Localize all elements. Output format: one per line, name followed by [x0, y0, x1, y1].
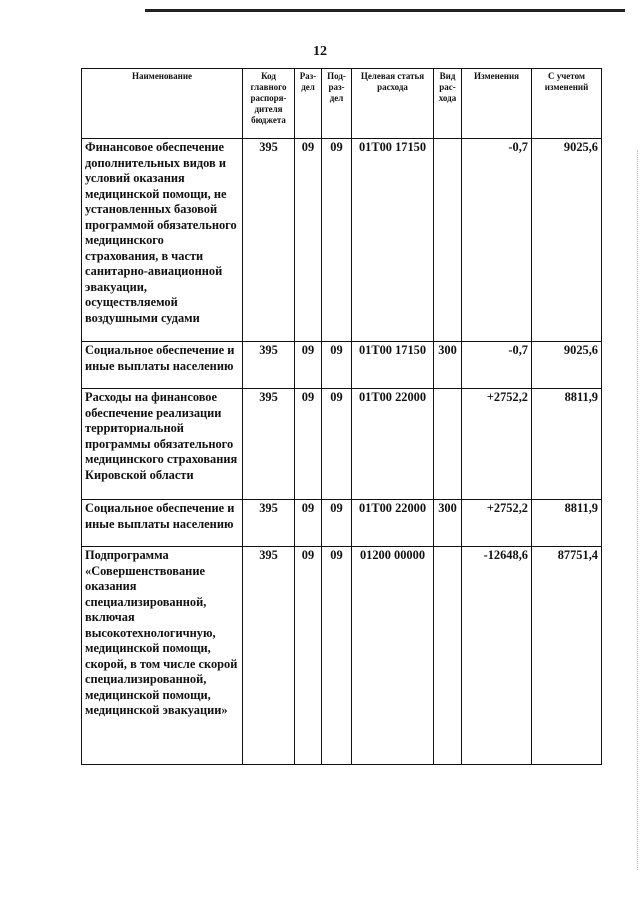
- table-header-row: [82, 69, 602, 139]
- row-target: 01Т00 22000: [352, 389, 434, 500]
- table-row: [82, 342, 602, 389]
- row-name: Финансовое обеспечение дополнительных видов и условий оказания медицинской помощи, не установленных базовой программой обязательного медицинского страхования, в части санитарно-авиационной эвакуации, осуществляемой воздушными судами: [82, 139, 243, 342]
- row-section: 09: [295, 342, 322, 389]
- table-row: [82, 389, 602, 500]
- header-subsection: Под-раз-дел: [322, 69, 352, 139]
- row-subsection: 09: [322, 342, 352, 389]
- row-change: -0,7: [462, 342, 532, 389]
- header-total: С учетом изменений: [532, 69, 602, 139]
- row-total: 8811,9: [532, 389, 602, 500]
- header-kind: Вид рас-хода: [434, 69, 462, 139]
- row-section: 09: [295, 547, 322, 765]
- header-target: Целевая статья расхода: [352, 69, 434, 139]
- header-name: Наименование: [82, 69, 243, 139]
- row-code: 395: [243, 389, 295, 500]
- row-target: 01Т00 17150: [352, 139, 434, 342]
- row-change: +2752,2: [462, 389, 532, 500]
- row-target: 01Т00 22000: [352, 500, 434, 547]
- row-name: Подпрограмма «Совершенствование оказания специализированной, включая высокотехнологичную, медицинской помощи, скорой, в том числе скорой специализированной, медицинской помощи, медицинской эвакуации»: [82, 547, 243, 765]
- row-code: 395: [243, 139, 295, 342]
- row-total: 9025,6: [532, 139, 602, 342]
- row-subsection: 09: [322, 500, 352, 547]
- row-target: 01Т00 17150: [352, 342, 434, 389]
- row-name: Социальное обеспечение и иные выплаты населению: [82, 500, 243, 547]
- row-kind: 300: [434, 342, 462, 389]
- row-name: Социальное обеспечение и иные выплаты населению: [82, 342, 243, 389]
- page-number: 12: [313, 44, 327, 59]
- row-code: 395: [243, 500, 295, 547]
- table-row: [82, 547, 602, 765]
- row-kind: [434, 389, 462, 500]
- row-total: 87751,4: [532, 547, 602, 765]
- row-name: Расходы на финансовое обеспечение реализации территориальной программы обязательного медицинского страхования Кировской области: [82, 389, 243, 500]
- row-subsection: 09: [322, 139, 352, 342]
- row-target: 01200 00000: [352, 547, 434, 765]
- scan-margin-marks: [633, 150, 638, 870]
- table-row: [82, 139, 602, 342]
- table-row: [82, 500, 602, 547]
- row-kind: [434, 547, 462, 765]
- row-section: 09: [295, 139, 322, 342]
- row-total: 9025,6: [532, 342, 602, 389]
- header-code: Код главного распоря-дителя бюджета: [243, 69, 295, 139]
- row-change: -0,7: [462, 139, 532, 342]
- top-rule: [145, 9, 625, 12]
- row-subsection: 09: [322, 389, 352, 500]
- row-kind: [434, 139, 462, 342]
- row-code: 395: [243, 547, 295, 765]
- header-change: Изменения: [462, 69, 532, 139]
- row-section: 09: [295, 500, 322, 547]
- budget-table: [81, 68, 602, 765]
- row-section: 09: [295, 389, 322, 500]
- row-change: -12648,6: [462, 547, 532, 765]
- row-total: 8811,9: [532, 500, 602, 547]
- row-change: +2752,2: [462, 500, 532, 547]
- row-subsection: 09: [322, 547, 352, 765]
- row-code: 395: [243, 342, 295, 389]
- header-section: Раз-дел: [295, 69, 322, 139]
- row-kind: 300: [434, 500, 462, 547]
